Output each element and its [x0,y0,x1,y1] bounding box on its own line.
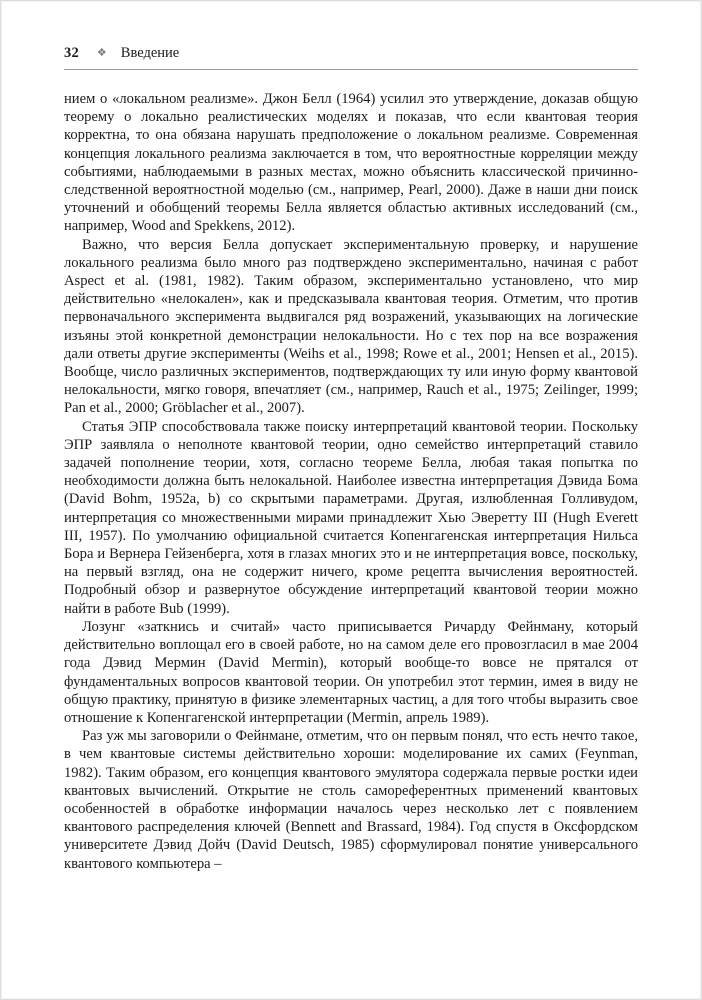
paragraph: Важно, что версия Белла допускает экспериментальную проверку, и нарушение локального реализма было много раз подтверждено экспериментально, начиная с работ Aspect et al. (1981, 1982). Таким образом, экспериментально установлено, что мир действительно «нелокален», как и предсказывала квантовая теория. Отметим, что против первоначального эксперимента выдвигался ряд возражений, указывающих на логические изъяны этой конкретной демонстрации нелокальности. Но с тех пор на все возражения дали ответы другие эксперименты (Weihs et al., 1998; Rowe et al., 2001; Hensen et al., 2015). Вообще, число различных экспериментов, подтверждающих ту или иную форму квантовой нелокальности, мягко говоря, впечатляет (см., например, Rauch et al., 1975; Zeilinger, 1999; Pan et al., 2000; Gröblacher et al., 2007). [64,236,638,417]
paragraph: Статья ЭПР способствовала также поиску интерпретаций квантовой теории. Поскольку ЭПР заявляла о неполноте квантовой теории, одно семейство интерпретаций ставило задачей пополнение теории, хотя, согласно теореме Белла, любая такая попытка по необходимости должна быть нелокальной. Наиболее известна интерпретация Дэвида Бома (David Bohm, 1952a, b) со скрытыми параметрами. Другая, излюбленная Голливудом, интерпретация со множественными мирами принадлежит Хью Эверетту III (Hugh Everett III, 1957). По умолчанию официальной считается Копенгагенская интерпретация Нильса Бора и Вернера Гейзенберга, хотя в глазах многих это и не интерпретация вовсе, поскольку, на первый взгляд, она не содержит ничего, кроме рецепта вычисления вероятностей. Подробный обзор и развернутое обсуждение интерпретаций квантовой теории можно найти в работе Bub (1999). [64,418,638,617]
paragraph: Раз уж мы заговорили о Фейнмане, отметим, что он первым понял, что есть нечто такое, в чем квантовые системы действительно хороши: моделирование их самих (Feynman, 1982). Таким образом, его концепция квантового эмулятора содержала первые ростки идеи квантовых вычислений. Открытие не столь самореферентных применений квантовых особенностей в обработке информации началось через несколько лет с появлением квантового распределения ключей (Bennett and Brassard, 1984). Год спустя в Оксфордском университете Дэвид Дойч (David Deutsch, 1985) сформулировал понятие универсального квантового компьютера – [64,728,638,872]
paragraph: нием о «локальном реализме». Джон Белл (1964) усилил это утверждение, доказав общую теорему о локально реалистических моделях и показав, что если квантовая теория корректна, то она обязана нарушать предположение о локальном реализме. Современная концепция локального реализма заключается в том, что вероятностные корреляции между событиями, наблюдаемыми в разных местах, можно объяснить классической причинно-следственной вероятностной моделью (см., например, Pearl, 2000). Даже в наши дни поиск уточнений и обобщений теоремы Белла является областью активных исследований (см., например, Wood and Spekkens, 2012). [64,91,638,235]
section-title: Введение [120,45,180,61]
page-body [64,90,638,873]
page-number: 32 [64,45,79,61]
page-header [64,45,638,62]
section-marker-icon: ❖ [96,47,107,59]
header-rule [64,69,638,70]
page-content [64,45,638,873]
paragraph: Лозунг «заткнись и считай» часто приписывается Ричарду Фейнману, который действительно воплощал его в своей работе, но на самом деле его провозгласил в мае 2004 года Дэвид Мермин (David Mermin), который вообще-то вовсе не прятался от фундаментальных вопросов квантовой теории. Он употребил этот термин, имея в виду не общую практику, принятую в физике элементарных частиц, а для того чтобы выразить свое отношение к Копенгагенской интерпретации (Mermin, апрель 1989). [64,618,638,726]
